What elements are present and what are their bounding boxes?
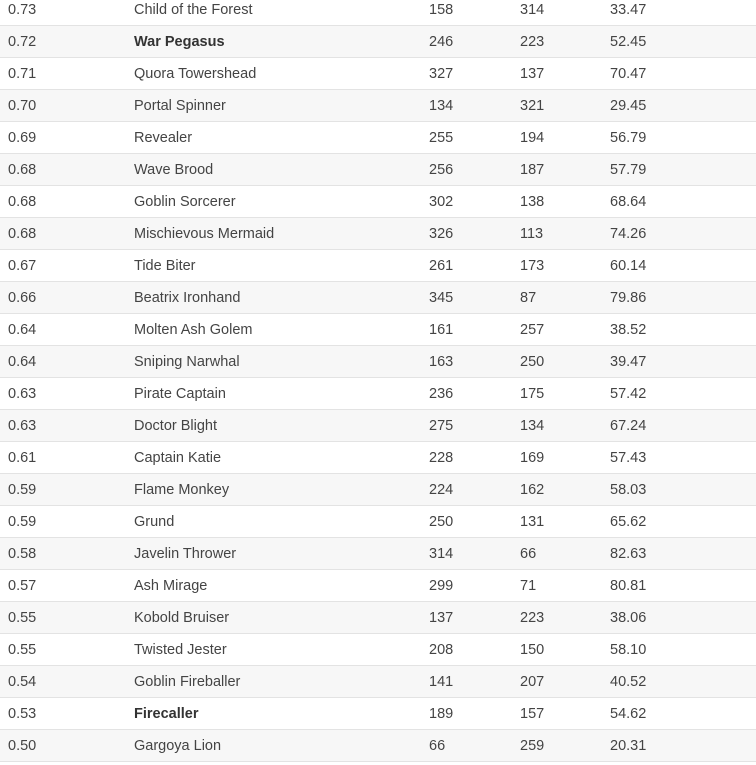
score-cell: 0.53 [0,698,134,730]
count-b-cell: 137 [520,58,610,90]
score-cell: 0.55 [0,634,134,666]
count-a-cell: 250 [429,506,520,538]
card-name-cell: Child of the Forest [134,0,429,26]
count-b-cell: 223 [520,602,610,634]
card-name-cell: Beatrix Ironhand [134,282,429,314]
table-row [0,570,756,602]
score-cell: 0.63 [0,378,134,410]
table-row [0,218,756,250]
percent-cell: 20.31 [610,730,756,762]
percent-cell: 58.03 [610,474,756,506]
card-name-cell: Sniping Narwhal [134,346,429,378]
count-a-cell: 327 [429,58,520,90]
score-cell: 0.68 [0,186,134,218]
score-cell: 0.64 [0,314,134,346]
count-b-cell: 66 [520,538,610,570]
score-cell: 0.66 [0,282,134,314]
card-name-cell: Molten Ash Golem [134,314,429,346]
count-a-cell: 261 [429,250,520,282]
score-cell: 0.50 [0,730,134,762]
card-name-cell: Wave Brood [134,154,429,186]
card-name-cell: Portal Spinner [134,90,429,122]
card-name-cell: Goblin Fireballer [134,666,429,698]
score-cell: 0.61 [0,442,134,474]
table-row [0,26,756,58]
count-b-cell: 150 [520,634,610,666]
table-row [0,474,756,506]
card-name-cell: Mischievous Mermaid [134,218,429,250]
count-a-cell: 161 [429,314,520,346]
count-b-cell: 87 [520,282,610,314]
card-name-cell: Captain Katie [134,442,429,474]
score-cell: 0.58 [0,538,134,570]
count-b-cell: 157 [520,698,610,730]
percent-cell: 70.47 [610,58,756,90]
table-row [0,666,756,698]
card-name-cell: Doctor Blight [134,410,429,442]
table-row [0,506,756,538]
score-cell: 0.68 [0,218,134,250]
percent-cell: 57.43 [610,442,756,474]
table-row [0,602,756,634]
table-row [0,730,756,762]
table-row [0,410,756,442]
percent-cell: 56.79 [610,122,756,154]
count-a-cell: 137 [429,602,520,634]
card-name-cell: Tide Biter [134,250,429,282]
count-a-cell: 163 [429,346,520,378]
percent-cell: 39.47 [610,346,756,378]
score-cell: 0.68 [0,154,134,186]
table-row [0,698,756,730]
count-a-cell: 189 [429,698,520,730]
count-a-cell: 299 [429,570,520,602]
percent-cell: 38.52 [610,314,756,346]
score-cell: 0.54 [0,666,134,698]
count-a-cell: 326 [429,218,520,250]
table-row [0,154,756,186]
count-a-cell: 66 [429,730,520,762]
count-b-cell: 257 [520,314,610,346]
percent-cell: 54.62 [610,698,756,730]
count-b-cell: 223 [520,26,610,58]
card-name-cell: Twisted Jester [134,634,429,666]
table-row [0,0,756,26]
percent-cell: 58.10 [610,634,756,666]
percent-cell: 80.81 [610,570,756,602]
table-row [0,90,756,122]
count-a-cell: 224 [429,474,520,506]
count-a-cell: 141 [429,666,520,698]
percent-cell: 29.45 [610,90,756,122]
table-row [0,314,756,346]
count-a-cell: 314 [429,538,520,570]
percent-cell: 82.63 [610,538,756,570]
score-cell: 0.55 [0,602,134,634]
card-name-cell: Ash Mirage [134,570,429,602]
count-a-cell: 255 [429,122,520,154]
percent-cell: 38.06 [610,602,756,634]
count-b-cell: 138 [520,186,610,218]
count-b-cell: 134 [520,410,610,442]
count-a-cell: 345 [429,282,520,314]
count-b-cell: 113 [520,218,610,250]
percent-cell: 79.86 [610,282,756,314]
count-b-cell: 173 [520,250,610,282]
card-name-cell: Goblin Sorcerer [134,186,429,218]
table-row [0,634,756,666]
table-row [0,538,756,570]
score-cell: 0.67 [0,250,134,282]
count-b-cell: 71 [520,570,610,602]
count-a-cell: 256 [429,154,520,186]
card-name-cell: Quora Towershead [134,58,429,90]
count-b-cell: 321 [520,90,610,122]
percent-cell: 33.47 [610,0,756,26]
count-a-cell: 208 [429,634,520,666]
card-name-cell: Gargoya Lion [134,730,429,762]
table-row [0,282,756,314]
table-row [0,58,756,90]
card-name-cell: Pirate Captain [134,378,429,410]
count-a-cell: 228 [429,442,520,474]
card-name-cell: Kobold Bruiser [134,602,429,634]
percent-cell: 40.52 [610,666,756,698]
count-a-cell: 236 [429,378,520,410]
card-name-cell: Firecaller [134,698,429,730]
table-row [0,442,756,474]
percent-cell: 74.26 [610,218,756,250]
count-a-cell: 134 [429,90,520,122]
card-name-cell: Revealer [134,122,429,154]
count-b-cell: 314 [520,0,610,26]
score-cell: 0.71 [0,58,134,90]
table-row [0,250,756,282]
percent-cell: 60.14 [610,250,756,282]
percent-cell: 52.45 [610,26,756,58]
count-b-cell: 259 [520,730,610,762]
count-b-cell: 175 [520,378,610,410]
count-a-cell: 275 [429,410,520,442]
count-a-cell: 246 [429,26,520,58]
table-row [0,122,756,154]
count-b-cell: 162 [520,474,610,506]
card-name-cell: Flame Monkey [134,474,429,506]
count-b-cell: 250 [520,346,610,378]
table-row [0,378,756,410]
table-row [0,346,756,378]
card-name-cell: War Pegasus [134,26,429,58]
card-name-cell: Javelin Thrower [134,538,429,570]
count-b-cell: 131 [520,506,610,538]
percent-cell: 65.62 [610,506,756,538]
count-b-cell: 207 [520,666,610,698]
score-cell: 0.73 [0,0,134,26]
percent-cell: 57.42 [610,378,756,410]
score-cell: 0.69 [0,122,134,154]
count-a-cell: 302 [429,186,520,218]
score-cell: 0.70 [0,90,134,122]
score-cell: 0.64 [0,346,134,378]
score-cell: 0.59 [0,474,134,506]
score-cell: 0.57 [0,570,134,602]
count-b-cell: 187 [520,154,610,186]
count-a-cell: 158 [429,0,520,26]
score-cell: 0.63 [0,410,134,442]
percent-cell: 68.64 [610,186,756,218]
count-b-cell: 169 [520,442,610,474]
table-row [0,186,756,218]
count-b-cell: 194 [520,122,610,154]
score-cell: 0.59 [0,506,134,538]
card-name-cell: Grund [134,506,429,538]
percent-cell: 67.24 [610,410,756,442]
percent-cell: 57.79 [610,154,756,186]
score-cell: 0.72 [0,26,134,58]
